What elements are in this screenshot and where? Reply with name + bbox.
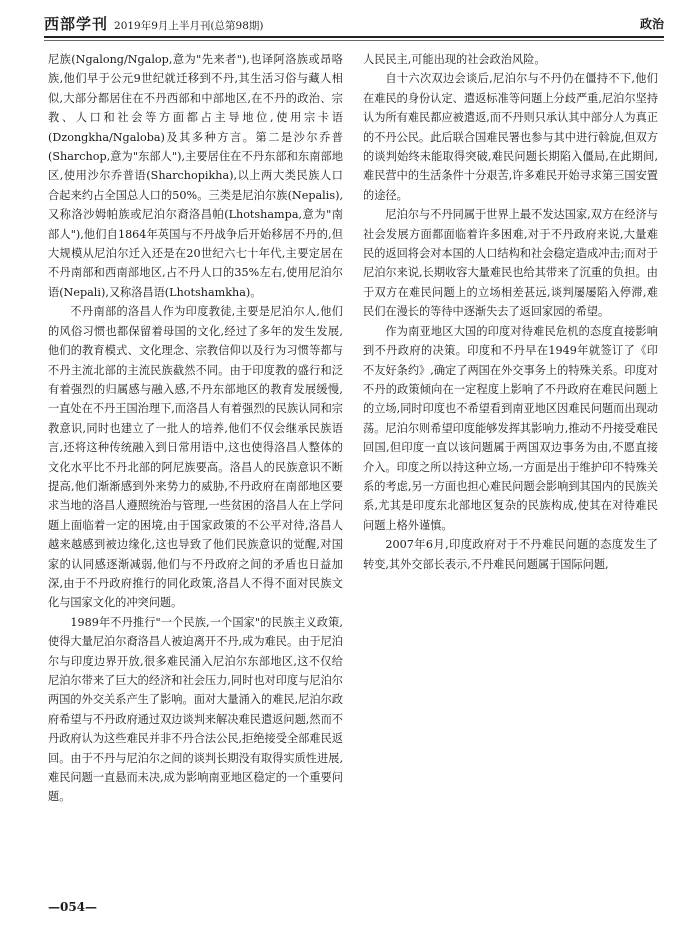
paragraph: 1989年不丹推行"一个民族,一个国家"的民族主义政策,使得大量尼泊尔裔洛昌人被迫离开不丹,成为难民。由于尼泊尔与印度边界开放,很多难民涌入尼泊尔东部地区,这不仅给尼泊尔带来了巨大的经济和社会压力,同时也对印度与尼泊尔两国的外交关系产生了影响。面对大量涌入的难民,尼泊尔政府希望与不丹政府通过双边谈判来解决难民遣返问题,然而不丹政府认为这些难民并非不丹合法公民,拒绝接受全部难民返回。由于不丹与尼泊尔之间的谈判长期没有取得实质性进展,难民问题一直悬而未决,成为影响南亚地区稳定的一个重要问题。 bbox=[48, 615, 343, 804]
section-label: 政治 bbox=[639, 16, 664, 31]
paragraph: 自十六次双边会谈后,尼泊尔与不丹仍在僵持不下,他们在难民的身份认定、遣返标准等问题上分歧严重,尼泊尔坚持认为所有难民都应被遣返,而不丹则只承认其中部分人为真正的不丹公民。此后联合国难民署也参与其中进行斡旋,但双方的谈判始终未能取得突破,难民问题长期陷入僵局,在此期间,难民营中的生活条件十分艰苦,许多难民开始寻求第三国安置的途径。 bbox=[363, 72, 658, 202]
paragraph: 尼族(Ngalong/Ngalop,意为"先来者"),也译阿洛族或昂咯族,他们早于公元9世纪就迁移到不丹,其生活习俗与藏人相似,大部分都居住在不丹西部和中部地区,在不丹的政治、宗教、人口和社会等方面都占主导地位,使用宗卡语(Dzongkha/Ngaloba)及其多种方言。第二是沙尔乔普(Sharchop,意为"东部人"),主要居住在不丹东部和东南部地区,使用沙尔乔普语(Sharchopikha),以上两大类民族人口合起来约占全国总人口的50%。三类是尼泊尔族(Nepalis),又称洛沙姆帕族或尼泊尔裔洛昌帕(Lhotshampa,意为"南部人"),他们自1864年英国与不丹战争后开始移居不丹的,但大规模从尼泊尔迁入还是在20世纪六七十年代,主要定居在不丹南部和西南部地区,占不丹人口的35%左右,使用尼泊尔语(Nepali),又称洛昌语(Lhotshamkha)。 bbox=[48, 53, 343, 299]
header-divider bbox=[44, 40, 664, 41]
left-column bbox=[48, 50, 343, 895]
paragraph: 人民民主,可能出现的社会政治风险。 bbox=[363, 53, 546, 66]
right-column bbox=[363, 50, 658, 895]
page-number: —054— bbox=[48, 900, 98, 914]
issue-info: 2019年9月上半月刊(总第98期) bbox=[114, 19, 264, 32]
paragraph: 作为南亚地区大国的印度对待难民危机的态度直接影响到不丹政府的决策。印度和不丹早在1949年就签订了《印不友好条约》,确定了两国在外交事务上的特殊关系。印度对不丹的政策倾向在一定程度上影响了不丹政府在难民问题上的立场,同时印度也不希望看到南亚地区因难民问题而出现动荡。尼泊尔则希望印度能够发挥其影响力,推动不丹接受难民回国,但印度一直以该问题属于两国双边事务为由,不愿直接介入。印度之所以持这种立场,一方面是出于维护印不特殊关系的考虑,另一方面也担心难民问题会影响到其国内的民族关系,尤其是印度东北部地区复杂的民族构成,使其在对待难民问题上格外谨慎。 bbox=[363, 324, 658, 532]
paragraph: 2007年6月,印度政府对于不丹难民问题的态度发生了转变,其外交部长表示,不丹难民问题属于国际问题, bbox=[363, 538, 658, 571]
header-left bbox=[44, 13, 263, 34]
page-header bbox=[44, 10, 664, 38]
journal-title: 西部学刊 bbox=[44, 14, 109, 33]
paragraph: 不丹南部的洛昌人作为印度教徒,主要是尼泊尔人,他们的风俗习惯也都保留着母国的文化,经过了多年的发生发展,他们的教育模式、文化理念、宗教信仰以及行为习惯等都与不丹主流北部的主流民族截然不同。由于印度教的盛行和泛有着强烈的归属感与融入感,不丹东部地区的教育发展缓慢,一直处在不丹王国治理下,而洛昌人有着强烈的民族认同和宗教意识,同时也建立了一批人的培养,他们不仅会继承民族语言,还将这种传统融入到日常用语中,这也使得洛昌人整体的文化水平比不丹北部的阿尼族要高。洛昌人的民族意识不断提高,他们渐渐感到外来势力的威胁,不丹政府在南部地区要求当地的洛昌人遵照统治与管理,一些贫困的洛昌人在上学问题上面临着一定的困境,由于国家政策的不公平对待,洛昌人越来越感到被边缘化,这也导致了他们民族意识的觉醒,对国家的认同感逐渐减弱,他们与不丹政府之间的矛盾也日益加深,由于不丹政府推行的同化政策,洛昌人不得不面对民族文化与国家文化的冲突问题。 bbox=[48, 305, 343, 610]
paragraph: 尼泊尔与不丹同属于世界上最不发达国家,双方在经济与社会发展方面都面临着许多困难,对于不丹政府来说,大量难民的返回将会对本国的人口结构和社会稳定造成冲击;而对于尼泊尔来说,长期收容大量难民也给其带来了沉重的负担。由于双方在难民问题上的立场相差甚远,谈判屡屡陷入停滞,难民们在漫长的等待中逐渐失去了返回家园的希望。 bbox=[363, 208, 658, 319]
